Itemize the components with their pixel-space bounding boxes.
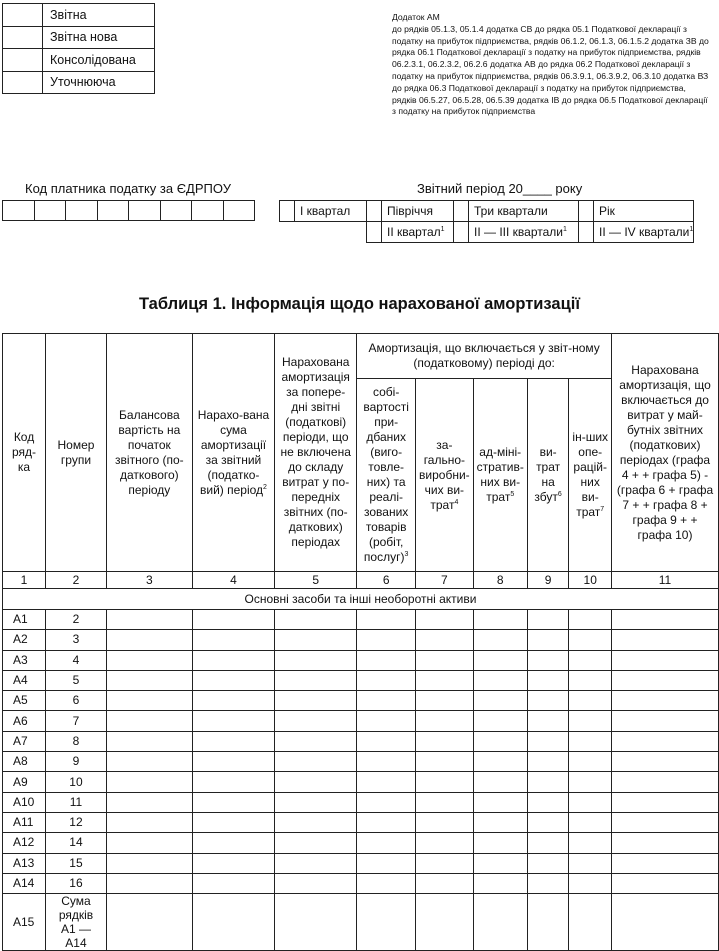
value-cell[interactable] [569, 792, 612, 812]
value-cell[interactable] [275, 812, 357, 832]
value-cell[interactable] [473, 853, 527, 873]
header-sales: ви-трат на збут$^6$ [527, 379, 569, 572]
value-cell[interactable] [569, 731, 612, 751]
value-cell[interactable] [569, 752, 612, 772]
period-q2-label: ІІ квартал$^1$ [382, 222, 454, 243]
table-row [3, 752, 719, 772]
report-type-checkbox[interactable] [3, 26, 43, 49]
column-number: 3 [106, 572, 192, 589]
value-cell[interactable] [612, 691, 719, 711]
table-row [3, 812, 719, 832]
value-cell[interactable] [357, 610, 416, 630]
column-number: 2 [46, 572, 107, 589]
value-cell[interactable] [527, 894, 569, 951]
value-cell[interactable] [612, 894, 719, 951]
table-row [3, 833, 719, 853]
value-cell[interactable] [612, 873, 719, 893]
value-cell[interactable] [569, 711, 612, 731]
header-accrued: Нарахо-вана сума амортизації за звітний (податко-вий) період$^2$ [192, 334, 274, 572]
value-cell[interactable] [527, 610, 569, 630]
value-cell[interactable] [473, 792, 527, 812]
row-code: А2 [3, 630, 46, 650]
period-year-label: Рік [594, 201, 694, 222]
column-number: 6 [357, 572, 416, 589]
value-cell[interactable] [527, 650, 569, 670]
value-cell[interactable] [357, 792, 416, 812]
value-cell[interactable] [106, 630, 192, 650]
value-cell[interactable] [416, 752, 474, 772]
period-q24-checkbox[interactable] [579, 222, 594, 243]
value-cell[interactable] [357, 873, 416, 893]
value-cell[interactable] [357, 711, 416, 731]
value-cell[interactable] [106, 792, 192, 812]
header-balance: Балансова вартість на початок звітного (по-даткового) періоду [106, 334, 192, 572]
report-type-label: Уточнююча [43, 71, 155, 94]
header-cost: собі-вартості при-дбаних (виго-товле-них) та реалі-зованих товарів (робіт, послуг)$^3$ [357, 379, 416, 572]
value-cell[interactable] [192, 812, 274, 832]
edrpou-digit-box[interactable] [129, 201, 161, 221]
row-code: А14 [3, 873, 46, 893]
edrpou-digit-box[interactable] [223, 201, 255, 221]
value-cell[interactable] [473, 731, 527, 751]
value-cell[interactable] [569, 630, 612, 650]
row-group: 2 [46, 610, 107, 630]
row-group: 15 [46, 853, 107, 873]
header-admin: ад-міні-стратив-них ви-трат$^5$ [473, 379, 527, 572]
value-cell[interactable] [275, 752, 357, 772]
edrpou-digit-box[interactable] [3, 201, 35, 221]
report-type-label: Звітна нова [43, 26, 155, 49]
header-prev: Нарахована амортизація за попере-дні звітні (податкові) періоди, що не включена до складу витрат у по-передніх звітних (по-даткових) періодах [275, 334, 357, 572]
period-q23-label: ІІ — ІІІ квартали$^1$ [469, 222, 579, 243]
value-cell[interactable] [106, 691, 192, 711]
edrpou-code-boxes[interactable] [2, 200, 255, 221]
value-cell[interactable] [192, 772, 274, 792]
value-cell[interactable] [416, 650, 474, 670]
value-cell[interactable] [275, 772, 357, 792]
edrpou-digit-box[interactable] [97, 201, 129, 221]
row-group: 4 [46, 650, 107, 670]
value-cell[interactable] [106, 853, 192, 873]
report-type-checkbox[interactable] [3, 49, 43, 72]
value-cell[interactable] [612, 711, 719, 731]
value-cell[interactable] [473, 711, 527, 731]
row-code: А8 [3, 752, 46, 772]
edrpou-digit-box[interactable] [34, 201, 66, 221]
value-cell[interactable] [275, 670, 357, 690]
value-cell[interactable] [612, 812, 719, 832]
column-number: 4 [192, 572, 274, 589]
value-cell[interactable] [192, 650, 274, 670]
value-cell[interactable] [275, 650, 357, 670]
row-code: А9 [3, 772, 46, 792]
row-group: 9 [46, 752, 107, 772]
value-cell[interactable] [612, 833, 719, 853]
value-cell[interactable] [275, 792, 357, 812]
value-cell[interactable] [527, 691, 569, 711]
report-type-row [3, 26, 155, 49]
row-group: 5 [46, 670, 107, 690]
value-cell[interactable] [357, 691, 416, 711]
value-cell[interactable] [275, 630, 357, 650]
value-cell[interactable] [527, 711, 569, 731]
value-cell[interactable] [275, 853, 357, 873]
value-cell[interactable] [473, 752, 527, 772]
row-code: А6 [3, 711, 46, 731]
value-cell[interactable] [416, 731, 474, 751]
row-code: А15 [3, 894, 46, 951]
report-type-row [3, 49, 155, 72]
value-cell[interactable] [569, 670, 612, 690]
value-cell[interactable] [357, 894, 416, 951]
value-cell[interactable] [612, 752, 719, 772]
column-number: 8 [473, 572, 527, 589]
table-row [3, 731, 719, 751]
row-code: А7 [3, 731, 46, 751]
row-code: А4 [3, 670, 46, 690]
value-cell[interactable] [106, 610, 192, 630]
table-row [3, 650, 719, 670]
value-cell[interactable] [527, 630, 569, 650]
value-cell[interactable] [612, 772, 719, 792]
value-cell[interactable] [192, 792, 274, 812]
row-code: А3 [3, 650, 46, 670]
value-cell[interactable] [416, 772, 474, 792]
period-half-checkbox[interactable] [367, 201, 382, 222]
value-cell[interactable] [275, 610, 357, 630]
value-cell[interactable] [192, 731, 274, 751]
row-group: 16 [46, 873, 107, 893]
value-cell[interactable] [357, 752, 416, 772]
row-group: 10 [46, 772, 107, 792]
period-year-checkbox[interactable] [579, 201, 594, 222]
value-cell[interactable] [612, 853, 719, 873]
row-group: 14 [46, 833, 107, 853]
header-included: Амортизація, що включається у звіт-ному (податковому) періоді до: [357, 334, 612, 379]
value-cell[interactable] [106, 833, 192, 853]
value-cell[interactable] [473, 691, 527, 711]
value-cell[interactable] [527, 752, 569, 772]
value-cell[interactable] [416, 630, 474, 650]
period-label: Звітний період 20____ року [417, 181, 583, 196]
value-cell[interactable] [275, 894, 357, 951]
column-number: 1 [3, 572, 46, 589]
period-q23-checkbox[interactable] [454, 222, 469, 243]
value-cell[interactable] [192, 752, 274, 772]
value-cell[interactable] [192, 894, 274, 951]
period-nine-label: Три квартали [469, 201, 579, 222]
column-number: 5 [275, 572, 357, 589]
value-cell[interactable] [612, 731, 719, 751]
value-cell[interactable] [192, 853, 274, 873]
column-number: 10 [569, 572, 612, 589]
value-cell[interactable] [106, 873, 192, 893]
value-cell[interactable] [612, 670, 719, 690]
value-cell[interactable] [106, 670, 192, 690]
row-code: А11 [3, 812, 46, 832]
value-cell[interactable] [416, 792, 474, 812]
value-cell[interactable] [275, 711, 357, 731]
column-number: 11 [612, 572, 719, 589]
value-cell[interactable] [357, 630, 416, 650]
value-cell[interactable] [192, 670, 274, 690]
column-number: 9 [527, 572, 569, 589]
value-cell[interactable] [612, 650, 719, 670]
row-group: Сума рядків А1 — А14 [46, 894, 107, 951]
row-code: А12 [3, 833, 46, 853]
table-row [3, 894, 719, 951]
column-numbers-row [3, 572, 719, 589]
value-cell[interactable] [416, 691, 474, 711]
period-half-label: Півріччя [382, 201, 454, 222]
value-cell[interactable] [527, 812, 569, 832]
period-nine-checkbox[interactable] [454, 201, 469, 222]
value-cell[interactable] [473, 630, 527, 650]
value-cell[interactable] [275, 833, 357, 853]
value-cell[interactable] [106, 752, 192, 772]
amortization-table [2, 333, 719, 951]
value-cell[interactable] [473, 873, 527, 893]
period-q2-checkbox[interactable] [367, 222, 382, 243]
table-row [3, 711, 719, 731]
value-cell[interactable] [612, 792, 719, 812]
value-cell[interactable] [416, 670, 474, 690]
value-cell[interactable] [192, 833, 274, 853]
value-cell[interactable] [416, 853, 474, 873]
row-group: 8 [46, 731, 107, 751]
edrpou-digit-box[interactable] [192, 201, 224, 221]
report-type-checkbox[interactable] [3, 4, 43, 27]
value-cell[interactable] [527, 853, 569, 873]
table-row [3, 610, 719, 630]
row-group: 7 [46, 711, 107, 731]
column-number: 7 [416, 572, 474, 589]
value-cell[interactable] [473, 650, 527, 670]
table-row [3, 772, 719, 792]
value-cell[interactable] [106, 812, 192, 832]
row-group: 12 [46, 812, 107, 832]
value-cell[interactable] [416, 873, 474, 893]
value-cell[interactable] [473, 833, 527, 853]
period-q24-label: ІІ — IV квартали$^1$ [594, 222, 694, 243]
report-type-row [3, 71, 155, 94]
value-cell[interactable] [527, 792, 569, 812]
table-row [3, 691, 719, 711]
value-cell[interactable] [527, 873, 569, 893]
value-cell[interactable] [416, 833, 474, 853]
table-row [3, 873, 719, 893]
value-cell[interactable] [569, 691, 612, 711]
value-cell[interactable] [473, 812, 527, 832]
header-group: Номер групи [46, 334, 107, 572]
value-cell[interactable] [569, 650, 612, 670]
value-cell[interactable] [192, 691, 274, 711]
value-cell[interactable] [569, 833, 612, 853]
table-row [3, 792, 719, 812]
value-cell[interactable] [569, 853, 612, 873]
value-cell[interactable] [569, 772, 612, 792]
value-cell[interactable] [416, 812, 474, 832]
value-cell[interactable] [569, 812, 612, 832]
value-cell[interactable] [473, 772, 527, 792]
row-group: 11 [46, 792, 107, 812]
value-cell[interactable] [612, 630, 719, 650]
value-cell[interactable] [357, 833, 416, 853]
table-row [3, 853, 719, 873]
edrpou-label: Код платника податку за ЄДРПОУ [25, 181, 231, 196]
value-cell[interactable] [106, 731, 192, 751]
value-cell[interactable] [106, 772, 192, 792]
value-cell[interactable] [357, 812, 416, 832]
value-cell[interactable] [106, 711, 192, 731]
value-cell[interactable] [527, 772, 569, 792]
value-cell[interactable] [192, 711, 274, 731]
value-cell[interactable] [473, 670, 527, 690]
period-q1-checkbox[interactable] [280, 201, 295, 222]
value-cell[interactable] [357, 650, 416, 670]
value-cell[interactable] [106, 894, 192, 951]
value-cell[interactable] [357, 772, 416, 792]
value-cell[interactable] [192, 630, 274, 650]
header-other: ін-ших опе-рацій-них ви-трат$^7$ [569, 379, 612, 572]
value-cell[interactable] [416, 894, 474, 951]
row-group: 3 [46, 630, 107, 650]
value-cell[interactable] [569, 610, 612, 630]
value-cell[interactable] [473, 610, 527, 630]
appendix-note: Додаток АМ до рядків 05.1.3, 05.1.4 додатка СВ до рядка 05.1 Податкової декларації з податку на прибуток підприємства, рядків 06.1.2, 06.1.3, 06.1.5.2 додатка ЗВ до рядка 06.1 Податкової декларації з податку на прибуток підприємства, рядків 06.2.3.1, 06.2.3.2, 06.2.6 додатка АВ до рядка 06.2 Податкової декларації з податку на прибуток підприємства, рядків 06.3.9.1, 06.3.9.2, 06.3.10 додатка ВЗ до рядка 06.3 Податкової декларації з податку на прибуток підприємства, рядків 06.5.27, 06.5.28, 06.5.39 додатка ІВ до рядка 06.5 Податкової декларації з податку на прибуток підприємства [392, 12, 709, 117]
section-title: Основні засоби та інші необоротні активи [3, 589, 719, 610]
header-future: Нарахована амортизація, що включається до витрат у май-бутніх звітних (податкових) періодах (графа 4 + + графа 5) - (графа 6 + графа 7 + + графа 8 + графа 9 + + графа 10) [612, 334, 719, 572]
section-row [3, 589, 719, 610]
value-cell[interactable] [106, 650, 192, 670]
row-code: А1 [3, 610, 46, 630]
value-cell[interactable] [612, 610, 719, 630]
edrpou-digit-box[interactable] [160, 201, 192, 221]
report-type-checkbox[interactable] [3, 71, 43, 94]
value-cell[interactable] [357, 731, 416, 751]
value-cell[interactable] [357, 853, 416, 873]
value-cell[interactable] [473, 894, 527, 951]
period-table [279, 200, 694, 243]
row-code: А13 [3, 853, 46, 873]
value-cell[interactable] [569, 873, 612, 893]
report-type-table [2, 3, 155, 94]
table-row [3, 630, 719, 650]
header-code: Код ряд-ка [3, 334, 46, 572]
value-cell[interactable] [527, 731, 569, 751]
value-cell[interactable] [357, 670, 416, 690]
row-code: А5 [3, 691, 46, 711]
value-cell[interactable] [275, 873, 357, 893]
table-title: Таблиця 1. Інформація щодо нарахованої амортизації [139, 295, 580, 313]
value-cell[interactable] [192, 610, 274, 630]
table-row [3, 670, 719, 690]
report-type-label: Консолідована [43, 49, 155, 72]
row-group: 6 [46, 691, 107, 711]
report-type-row [3, 4, 155, 27]
value-cell[interactable] [275, 731, 357, 751]
header-general: за-гально-виробни-чих ви-трат$^4$ [416, 379, 474, 572]
value-cell[interactable] [416, 711, 474, 731]
value-cell[interactable] [192, 873, 274, 893]
period-q1-label: І квартал [295, 201, 367, 222]
value-cell[interactable] [527, 833, 569, 853]
report-type-label: Звітна [43, 4, 155, 27]
edrpou-digit-box[interactable] [66, 201, 98, 221]
row-code: А10 [3, 792, 46, 812]
value-cell[interactable] [527, 670, 569, 690]
value-cell[interactable] [275, 691, 357, 711]
value-cell[interactable] [569, 894, 612, 951]
value-cell[interactable] [416, 610, 474, 630]
